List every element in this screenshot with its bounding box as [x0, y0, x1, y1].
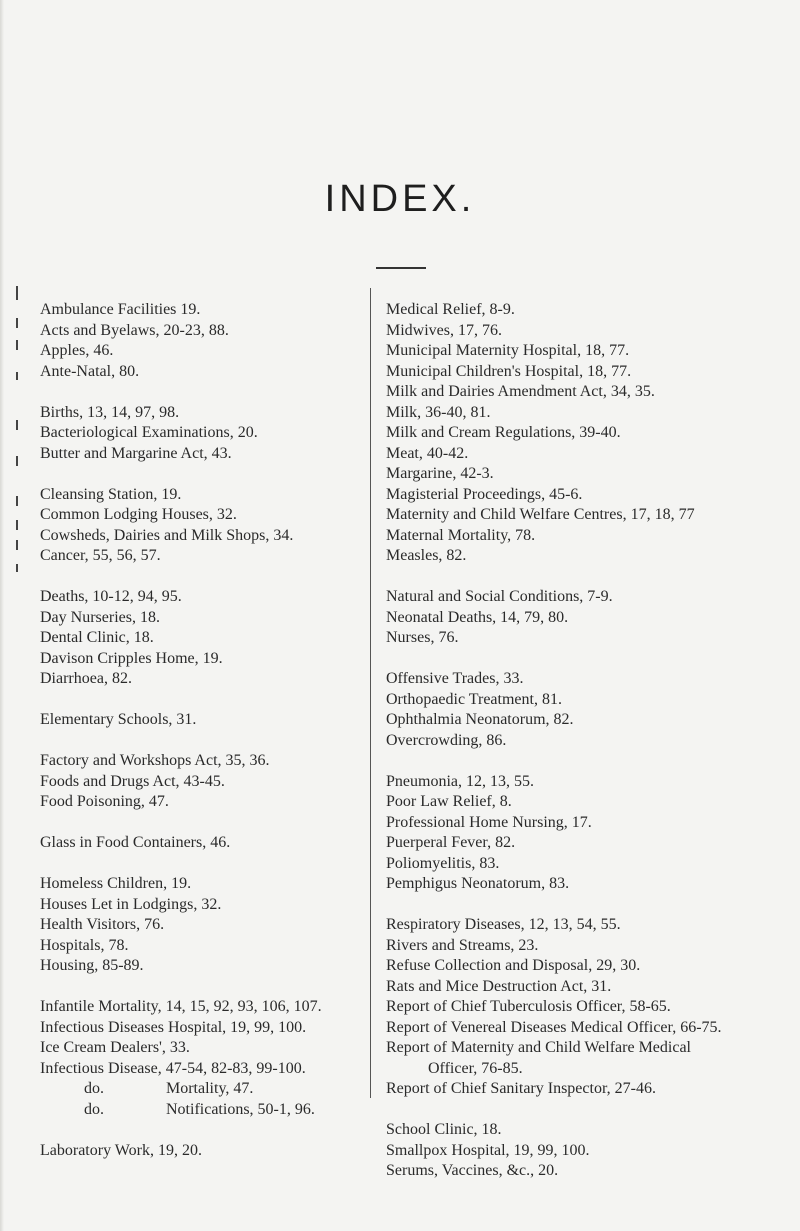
index-entry: Overcrowding, 86.: [386, 731, 507, 749]
margin-mark: [16, 456, 18, 466]
index-entry: Infantile Mortality, 14, 15, 92, 93, 106, 107.: [40, 998, 322, 1015]
index-group-c: [40, 485, 360, 567]
index-entry: Cancer, 55, 56, 57.: [40, 547, 161, 564]
index-group-l: [40, 1141, 360, 1162]
entry-first-line: Report of Maternity and Child Welfare Medical: [386, 1039, 691, 1056]
index-entry: Deaths, 10-12, 94, 95.: [40, 588, 182, 605]
entry-continuation: Officer, 76-85.: [428, 1059, 523, 1077]
index-entry: Cleansing Station, 19.: [40, 485, 182, 503]
index-entry: Neonatal Deaths, 14, 79, 80.: [386, 608, 569, 626]
index-entry: Ambulance Facilities 19.: [40, 301, 201, 318]
index-entry: Elementary Schools, 31.: [40, 711, 197, 728]
index-entry: Margarine, 42-3.: [386, 465, 494, 482]
index-entry: Glass in Food Containers, 46.: [40, 834, 231, 851]
index-entry: Day Nurseries, 18.: [40, 608, 160, 626]
index-group-h: [40, 874, 360, 977]
column-divider: [370, 288, 371, 1098]
index-entry: Foods and Drugs Act, 43-45.: [40, 772, 225, 790]
ditto-text: Mortality, 47.: [166, 1080, 254, 1097]
index-entry: Bacteriological Examinations, 20.: [40, 424, 258, 441]
margin-mark: [16, 496, 18, 506]
index-entry: Milk, 36-40, 81.: [386, 403, 491, 421]
index-entry: Natural and Social Conditions, 7-9.: [386, 588, 613, 605]
index-entry: School Clinic, 18.: [386, 1121, 502, 1138]
index-entry: Smallpox Hospital, 19, 99, 100.: [386, 1141, 590, 1159]
index-entry: Rivers and Streams, 23.: [386, 936, 539, 954]
margin-mark: [16, 520, 18, 530]
index-group-i: [40, 997, 360, 1120]
index-entry: Homeless Children, 19.: [40, 875, 192, 892]
index-column-left: [40, 300, 360, 1182]
index-entry: Housing, 85-89.: [40, 957, 144, 974]
index-entry: Maternity and Child Welfare Centres, 17, 18, 77: [386, 506, 695, 523]
index-entry: Diarrhoea, 82.: [40, 670, 132, 687]
index-entry: Poor Law Relief, 8.: [386, 793, 512, 810]
index-entry: Milk and Dairies Amendment Act, 34, 35.: [386, 383, 655, 400]
index-group-b: [40, 403, 360, 465]
index-entry: Davison Cripples Home, 19.: [40, 649, 223, 667]
index-group-e: [40, 710, 360, 731]
index-entry: Common Lodging Houses, 32.: [40, 506, 237, 523]
ditto-mark: do.: [84, 1100, 104, 1118]
index-entry: Ophthalmia Neonatorum, 82.: [386, 711, 574, 728]
index-group-p: [386, 772, 778, 895]
index-entry: Municipal Maternity Hospital, 18, 77.: [386, 342, 630, 359]
index-ditto-entry: [40, 1079, 360, 1100]
margin-mark: [16, 286, 18, 300]
index-entry: Orthopaedic Treatment, 81.: [386, 690, 562, 708]
margin-mark: [16, 372, 18, 380]
index-entry: Butter and Margarine Act, 43.: [40, 444, 232, 462]
index-entry: Puerperal Fever, 82.: [386, 834, 516, 851]
index-entry: Hospitals, 78.: [40, 936, 129, 954]
margin-mark: [16, 564, 18, 572]
index-group-s: [386, 1120, 778, 1182]
title-rule: [376, 267, 426, 269]
index-entry: Infectious Diseases Hospital, 19, 99, 100.: [40, 1018, 307, 1036]
index-entry: Ice Cream Dealers', 33.: [40, 1039, 190, 1056]
ditto-mark: do.: [84, 1080, 104, 1097]
index-entry: Births, 13, 14, 97, 98.: [40, 403, 180, 421]
index-entry: Professional Home Nursing, 17.: [386, 813, 592, 831]
index-entry: Cowsheds, Dairies and Milk Shops, 34.: [40, 526, 294, 544]
index-entry: Serums, Vaccines, &c., 20.: [386, 1162, 559, 1179]
index-entry: Magisterial Proceedings, 45-6.: [386, 485, 583, 503]
index-entry: Measles, 82.: [386, 547, 467, 564]
index-entry: Houses Let in Lodgings, 32.: [40, 895, 222, 913]
index-entry: Medical Relief, 8-9.: [386, 301, 515, 318]
index-entry: Rats and Mice Destruction Act, 31.: [386, 977, 612, 995]
margin-mark: [16, 540, 18, 550]
index-group-r: [386, 915, 778, 1100]
index-entry: Pemphigus Neonatorum, 83.: [386, 875, 570, 892]
margin-mark: [16, 318, 18, 328]
index-entry: Refuse Collection and Disposal, 29, 30.: [386, 957, 641, 974]
index-entry: Infectious Disease, 47-54, 82-83, 99-100.: [40, 1059, 306, 1077]
index-entry: Dental Clinic, 18.: [40, 629, 154, 646]
margin-mark: [16, 420, 18, 430]
index-entry: Food Poisoning, 47.: [40, 793, 169, 810]
index-group-d: [40, 587, 360, 690]
index-entry: Factory and Workshops Act, 35, 36.: [40, 752, 270, 769]
index-entry: Acts and Byelaws, 20-23, 88.: [40, 321, 229, 339]
index-entry: Poliomyelitis, 83.: [386, 854, 500, 872]
index-entry: Report of Chief Sanitary Inspector, 27-46.: [386, 1080, 656, 1097]
index-entry: Pneumonia, 12, 13, 55.: [386, 772, 534, 790]
index-group-g: [40, 833, 360, 854]
page-title: INDEX.: [324, 178, 476, 220]
index-entry: Meat, 40-42.: [386, 444, 469, 462]
index-entry: Nurses, 76.: [386, 629, 459, 646]
index-entry: Laboratory Work, 19, 20.: [40, 1141, 202, 1159]
index-entry: Maternal Mortality, 78.: [386, 526, 536, 544]
index-entry: Offensive Trades, 33.: [386, 670, 524, 687]
index-group-n: [386, 587, 778, 649]
index-entry: Milk and Cream Regulations, 39-40.: [386, 424, 621, 441]
margin-mark: [16, 340, 18, 350]
index-group-m: [386, 300, 778, 567]
ditto-text: Notifications, 50-1, 96.: [166, 1100, 315, 1118]
index-ditto-entry: [40, 1100, 360, 1121]
index-group-a: [40, 300, 360, 382]
index-entry: Midwives, 17, 76.: [386, 321, 502, 339]
index-entry-wrapped: [386, 1038, 778, 1079]
index-entry: Apples, 46.: [40, 342, 114, 359]
index-column-right: [386, 300, 778, 1202]
index-entry: Municipal Children's Hospital, 18, 77.: [386, 362, 632, 380]
index-entry: Report of Venereal Diseases Medical Officer, 66-75.: [386, 1018, 722, 1036]
index-entry: Health Visitors, 76.: [40, 916, 165, 933]
index-group-f: [40, 751, 360, 813]
index-entry: Respiratory Diseases, 12, 13, 54, 55.: [386, 916, 621, 933]
index-group-o: [386, 669, 778, 751]
index-entry: Ante-Natal, 80.: [40, 362, 140, 380]
index-entry: Report of Chief Tuberculosis Officer, 58-65.: [386, 998, 671, 1015]
